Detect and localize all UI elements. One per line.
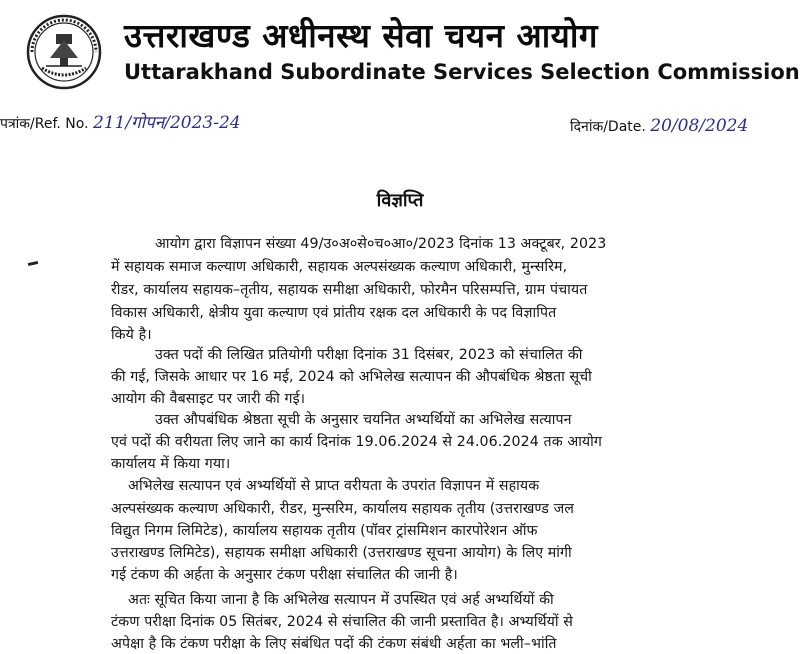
body-line: अपेक्षा है कि टंकण परीक्षा के लिए संबंधित पदों की टंकण संबंधी अर्हता का भली–भांति xyxy=(111,636,557,652)
date-value: 20/08/2024 xyxy=(650,116,749,136)
body-line: अल्पसंख्यक कल्याण अधिकारी, रीडर, मुन्सरिम, कार्यालय सहायक तृतीय (उत्तराखण्ड जल xyxy=(111,501,574,517)
body-line: आयोग द्वारा विज्ञापन संख्या 49/उ०अ०से०च०आ०/2023 दिनांक 13 अक्टूबर, 2023 xyxy=(155,236,607,252)
body-line: उक्त औपबंधिक श्रेष्ठता सूची के अनुसार चयनित अभ्यर्थियों का अभिलेख सत्यापन xyxy=(155,412,572,428)
body-line: रीडर, कार्यालय सहायक–तृतीय, सहायक समीक्षा अधिकारी, फोरमैन परिसम्पत्ति, ग्राम पंचायत xyxy=(111,282,588,298)
body-line: अभिलेख सत्यापन एवं अभ्यर्थियों से प्राप्त वरीयता के उपरांत विज्ञापन में सहायक xyxy=(128,478,540,494)
body-line: विद्युत निगम लिमिटेड), कार्यालय सहायक तृतीय (पॉवर ट्रांसमिशन कारपोरेशन ऑफ xyxy=(111,523,538,539)
margin-mark xyxy=(28,261,38,266)
reference-number xyxy=(0,110,241,133)
notice-heading: विज्ञप्ति xyxy=(376,190,424,211)
body-line: आयोग की वैबसाइट पर जारी की गई। xyxy=(111,391,306,407)
body-line: उक्त पदों की लिखित प्रतियोगी परीक्षा दिनांक 31 दिसंबर, 2023 को संचालित की xyxy=(155,347,583,363)
commission-title-hindi: उत्तराखण्ड अधीनस्थ सेवा चयन आयोग xyxy=(124,16,598,55)
commission-title-english: Uttarakhand Subordinate Services Selection Commission xyxy=(124,60,800,84)
body-line: किये है। xyxy=(111,327,152,343)
body-line: में सहायक समाज कल्याण अधिकारी, सहायक अल्पसंख्यक कल्याण अधिकारी, मुन्सरिम, xyxy=(111,259,568,275)
ref-label: पत्रांक/Ref. No. xyxy=(0,116,89,132)
body-line: अतः सूचित किया जाना है कि अभिलेख सत्यापन में उपस्थित एवं अर्ह अभ्यर्थियों की xyxy=(128,592,554,608)
body-line: टंकण परीक्षा दिनांक 05 सितंबर, 2024 से संचालित की जानी प्रस्तावित है। अभ्यर्थियों से xyxy=(111,614,573,630)
body-line: गई टंकण की अर्हता के अनुसार टंकण परीक्षा संचालित की जानी है। xyxy=(111,567,458,583)
body-line: उत्तराखण्ड लिमिटेड), सहायक समीक्षा अधिकारी (उत्तराखण्ड सूचना आयोग) के लिए मांगी xyxy=(111,545,572,561)
notice-date xyxy=(570,116,748,136)
body-line: एवं पदों की वरीयता लिए जाने का कार्य दिनांक 19.06.2024 से 24.06.2024 तक आयोग xyxy=(111,434,603,450)
ref-value: 211/गोपन/2023-24 xyxy=(93,113,241,133)
body-line: विकास अधिकारी, क्षेत्रीय युवा कल्याण एवं प्रांतीय रक्षक दल अधिकारी के पद विज्ञापित xyxy=(111,305,557,321)
commission-seal-emblem-icon xyxy=(26,14,102,90)
body-line: कार्यालय में किया गया। xyxy=(111,456,231,472)
body-line: की गई, जिसके आधार पर 16 मई, 2024 को अभिलेख सत्यापन की औपबंधिक श्रेष्ठता सूची xyxy=(111,369,592,385)
date-label: दिनांक/Date. xyxy=(570,119,646,135)
